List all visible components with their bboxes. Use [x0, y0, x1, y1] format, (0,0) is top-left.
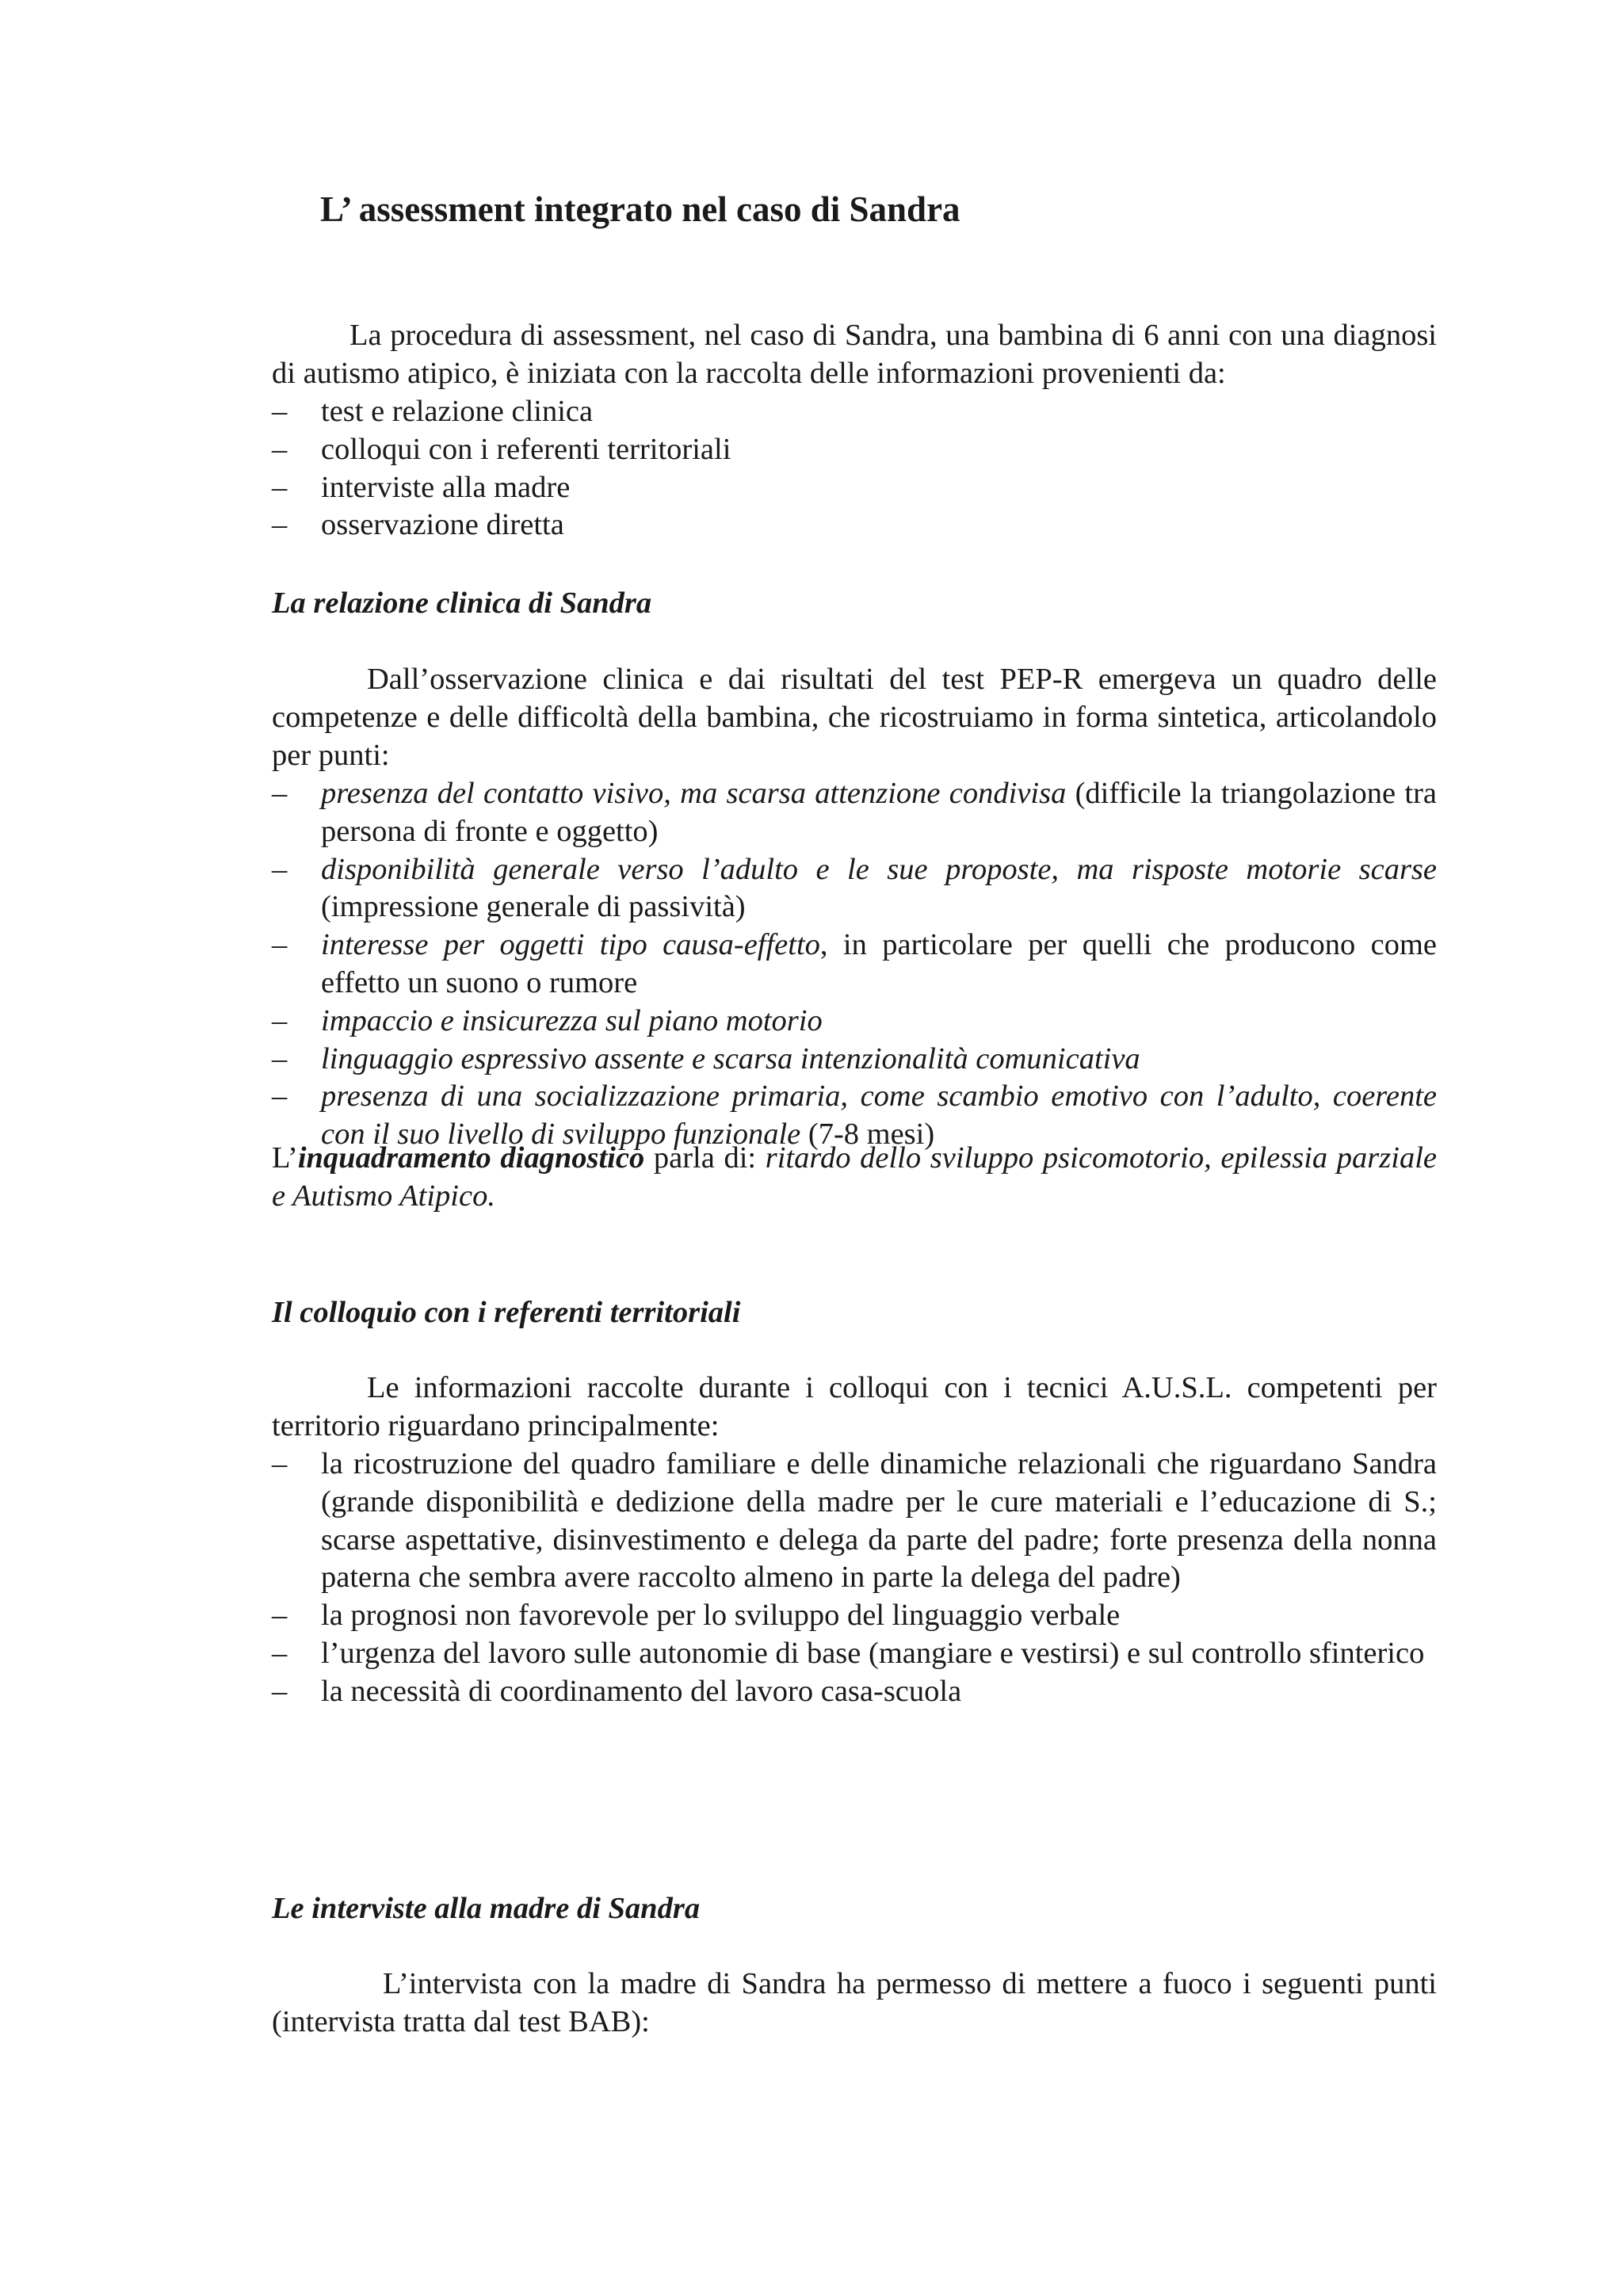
mother-interview-paragraph: L’intervista con la madre di Sandra ha permesso di mettere a fuoco i seguenti punti (intervista tratta dal test BAB):: [272, 1967, 1437, 2038]
list-item: – linguaggio espressivo assente e scarsa intenzionalità comunicativa: [272, 1041, 1437, 1079]
list-item: – l’urgenza del lavoro sulle autonomie di base (mangiare e vestirsi) e sul controllo sfinterico: [272, 1635, 1437, 1673]
list-item: – la prognosi non favorevole per lo sviluppo del linguaggio verbale: [272, 1597, 1437, 1635]
bullet-dash: –: [272, 508, 288, 542]
list-item: – presenza di una socializzazione primaria, come scambio emotivo con l’adulto, coerente con il suo livello di sviluppo funzionale (7-8 mesi): [272, 1079, 1437, 1152]
bullet-dash: –: [272, 1041, 288, 1075]
bullet-dash: –: [272, 1636, 288, 1670]
bullet-dash: –: [272, 432, 288, 466]
list-item: – interesse per oggetti tipo causa-effetto, in particolare per quelli che producono come effetto un suono o rumore: [272, 928, 1437, 999]
bullet-dash: –: [272, 395, 288, 428]
bullet-dash: –: [272, 1003, 288, 1037]
list-item: – osservazione diretta: [272, 506, 1437, 544]
list-item: – disponibilità generale verso l’adulto e le sue proposte, ma risposte motorie scarse (impressione generale di passività): [272, 852, 1437, 924]
section-heading-local-referents: Il colloquio con i referenti territoriali: [272, 1296, 741, 1329]
list-item: – colloqui con i referenti territoriali: [272, 431, 1437, 469]
bullet-dash: –: [272, 1079, 288, 1114]
bullet-dash: –: [272, 852, 288, 886]
clinical-list: [272, 775, 1437, 1154]
list-item: – test e relazione clinica: [272, 393, 1437, 431]
section-heading-clinical-report: La relazione clinica di Sandra: [272, 586, 652, 620]
bullet-dash: –: [272, 928, 288, 962]
referents-list: [272, 1446, 1437, 1711]
diagnosis-label: inquadramento diagnostico: [297, 1141, 645, 1175]
list-item: – presenza del contatto visivo, ma scarsa attenzione condivisa (difficile la triangolazione tra persona di fronte e oggetto): [272, 777, 1437, 848]
bullet-dash: –: [272, 1599, 288, 1633]
list-item: – interviste alla madre: [272, 469, 1437, 507]
bullet-dash: –: [272, 470, 288, 504]
bullet-dash: –: [272, 1674, 288, 1708]
bullet-dash: –: [272, 1447, 288, 1480]
referents-paragraph: Le informazioni raccolte durante i colloqui con i tecnici A.U.S.L. competenti per territorio riguardano principalmente:: [272, 1371, 1437, 1442]
bullet-dash: –: [272, 777, 288, 810]
document-title: L’ assessment integrato nel caso di Sandra: [320, 189, 960, 229]
intro-list: [272, 393, 1437, 544]
diagnosis-paragraph: L’inquadramento diagnostico parla di: ritardo dello sviluppo psicomotorio, epilessia parziale e Autismo Atipico.: [272, 1141, 1438, 1213]
intro-paragraph: [272, 317, 1437, 393]
list-item: – la ricostruzione del quadro familiare e delle dinamiche relazionali che riguardano Sandra (grande disponibilità e dedizione della madre per le cure materiali e l’educazione di S.; scarse aspettative, disinvestimento e delega da parte del padre; forte presenza della nonna paterna che sembra avere raccolto almeno in parte la delega del padre): [272, 1447, 1437, 1595]
section-heading-mother-interviews: Le interviste alla madre di Sandra: [272, 1892, 701, 1925]
intro-text: La procedura di assessment, nel caso di Sandra, una bambina di 6 anni con una diagnosi di autismo atipico, è iniziata con la raccolta delle informazioni provenienti da:: [272, 319, 1437, 390]
list-item: – impaccio e insicurezza sul piano motorio: [272, 1003, 1437, 1041]
list-item: – la necessità di coordinamento del lavoro casa-scuola: [272, 1673, 1437, 1711]
clinical-paragraph: Dall’osservazione clinica e dai risultati del test PEP-R emergeva un quadro delle competenze e delle difficoltà della bambina, che ricostruiamo in forma sintetica, articolandolo per punti:: [272, 663, 1437, 772]
